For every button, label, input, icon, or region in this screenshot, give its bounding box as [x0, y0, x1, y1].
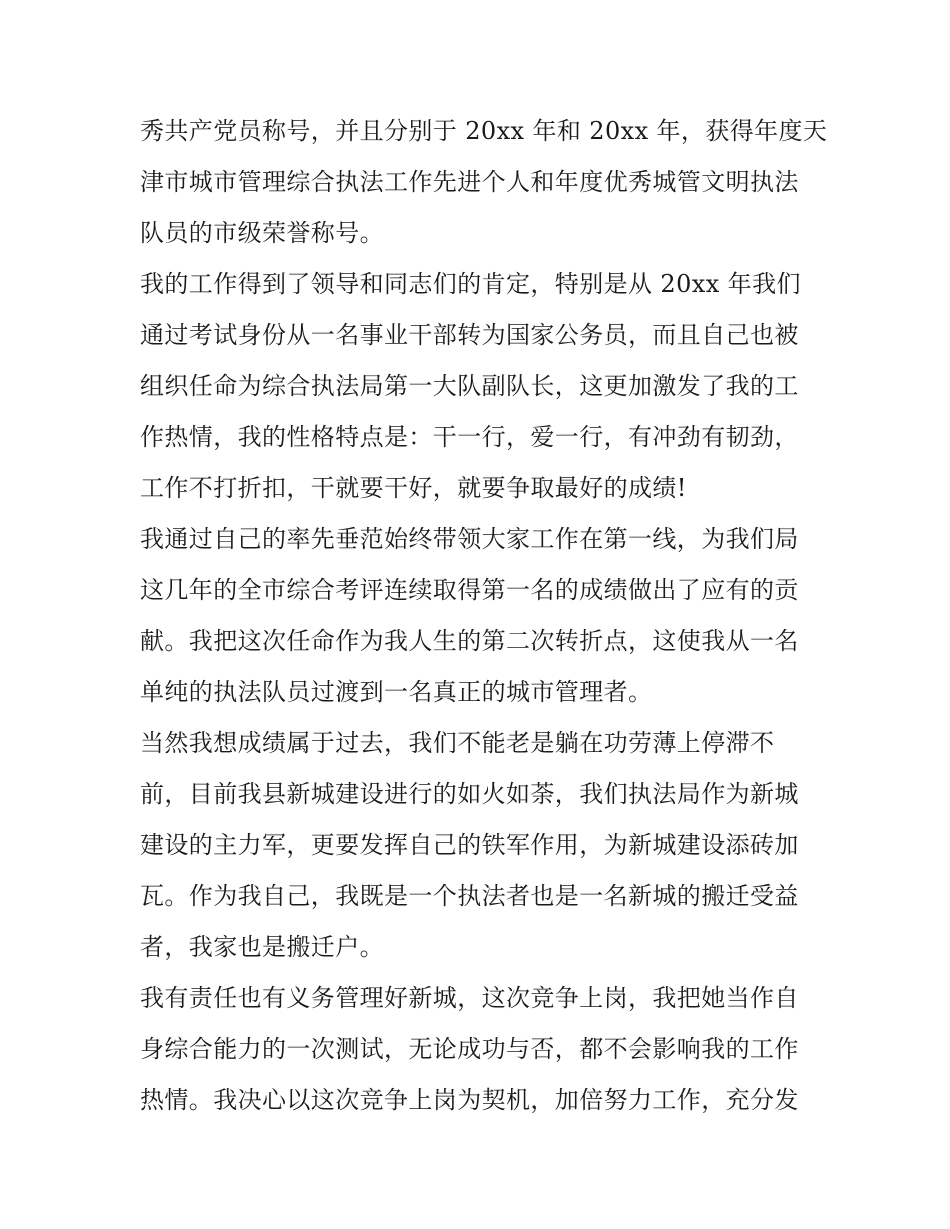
document-body: [140, 106, 828, 1126]
text-line: 我有责任也有义务管理好新城，这次竞争上岗，我把她当作自: [140, 984, 799, 1012]
text-line: 我的工作得到了领导和同志们的肯定，特别是从 20xx 年我们: [140, 270, 801, 298]
text-line: 者，我家也是搬迁户。: [140, 933, 384, 961]
text-line: 工作不打折扣，干就要干好，就要争取最好的成绩!: [140, 474, 687, 502]
text-line: 队员的市级荣誉称号。: [140, 219, 384, 247]
text-line: 这几年的全市综合考评连续取得第一名的成绩做出了应有的贡: [140, 576, 799, 604]
text-line: 通过考试身份从一名事业干部转为国家公务员，而且自己也被: [140, 321, 799, 349]
text-line: 瓦。作为我自己，我既是一个执法者也是一名新城的搬迁受益: [140, 882, 799, 910]
text-line: 身综合能力的一次测试，无论成功与否，都不会影响我的工作: [140, 1035, 799, 1063]
text-line: 组织任命为综合执法局第一大队副队长，这更加激发了我的工: [140, 372, 799, 400]
text-line: 我通过自己的率先垂范始终带领大家工作在第一线，为我们局: [140, 525, 799, 553]
text-line: 作热情，我的性格特点是：干一行，爱一行，有冲劲有韧劲，: [140, 423, 799, 451]
text-line: 秀共产党员称号，并且分别于 20xx 年和 20xx 年，获得年度天: [140, 117, 828, 145]
text-line: 当然我想成绩属于过去，我们不能老是躺在功劳薄上停滞不: [140, 729, 775, 757]
text-line: 单纯的执法队员过渡到一名真正的城市管理者。: [140, 678, 653, 706]
text-line: 献。我把这次任命作为我人生的第二次转折点，这使我从一名: [140, 627, 799, 655]
text-line: 建设的主力军，更要发挥自己的铁军作用，为新城建设添砖加: [140, 831, 799, 859]
text-line: 津市城市管理综合执法工作先进个人和年度优秀城管文明执法: [140, 168, 799, 196]
text-line: 热情。我决心以这次竞争上岗为契机，加倍努力工作，充分发: [140, 1086, 799, 1114]
text-line: 前，目前我县新城建设进行的如火如荼，我们执法局作为新城: [140, 780, 799, 808]
